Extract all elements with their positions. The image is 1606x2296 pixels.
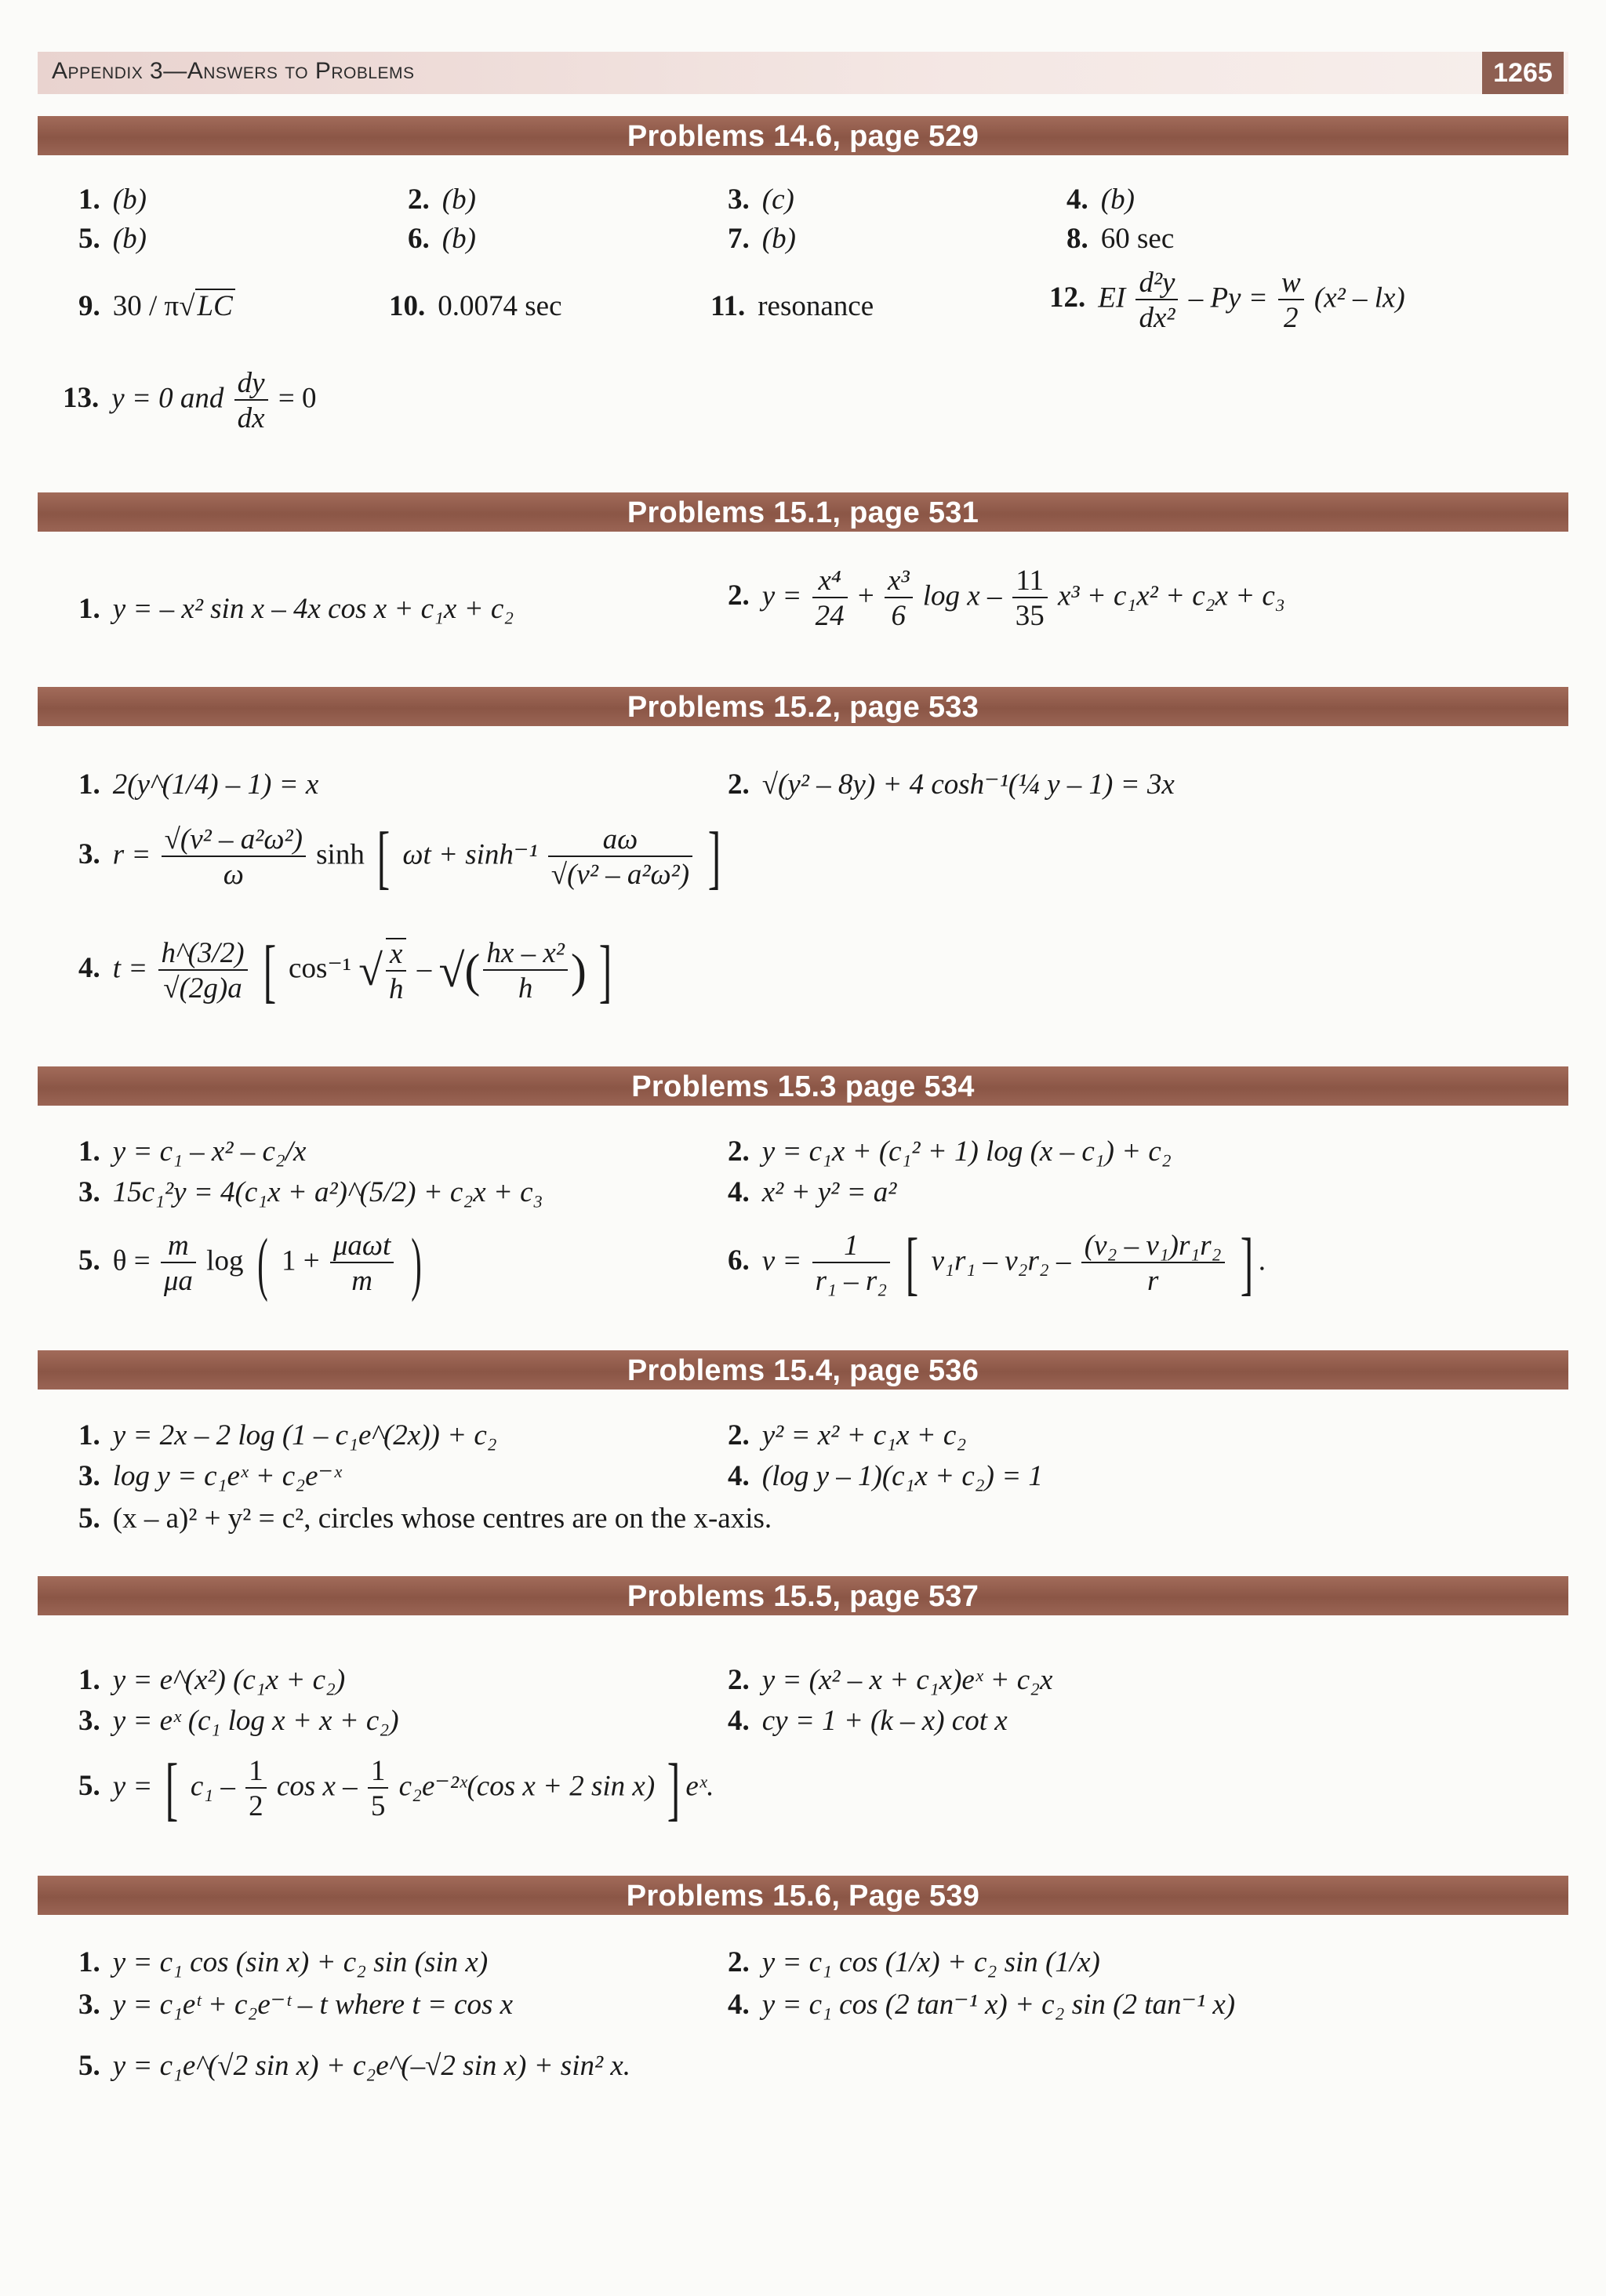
fraction — [812, 566, 848, 630]
denominator: dx — [237, 402, 265, 434]
answer-number: 13. — [63, 382, 100, 415]
answer-number: 3. — [78, 1460, 100, 1492]
answer-15-4-5 — [78, 1504, 772, 1533]
answer-15-4-1 — [78, 1421, 497, 1450]
answer-15-5-2 — [728, 1666, 1052, 1695]
answer-15-1-1 — [78, 594, 514, 623]
answer-number: 3. — [78, 1989, 100, 2021]
answer-text: y = 2x – 2 log (1 – c₁e^(2x)) + c₂ — [112, 1419, 497, 1451]
answer-text: . — [1258, 1244, 1266, 1277]
answer-14-6-1 — [78, 185, 147, 214]
answer-number: 11. — [710, 290, 746, 322]
denominator: h — [388, 973, 404, 1005]
fraction — [368, 1757, 389, 1821]
fraction — [1081, 1231, 1225, 1295]
answer-text: y = c₁ cos (sin x) + c₂ sin (sin x) — [112, 1946, 489, 1978]
left-bracket: [ — [263, 932, 277, 1010]
answer-text: 30 / π — [112, 290, 180, 322]
answer-text: θ = — [112, 1244, 151, 1277]
answer-number: 1. — [78, 1664, 100, 1696]
numerator: μaωt — [330, 1231, 394, 1263]
answer-number: 4. — [78, 952, 100, 985]
right-bracket: ] — [598, 932, 612, 1010]
right-bracket: ] — [1240, 1224, 1254, 1302]
answer-text: y = — [112, 1770, 153, 1803]
answer-text: (b) — [112, 183, 147, 216]
answer-number: 10. — [389, 290, 426, 322]
answer-number: 5. — [78, 1502, 100, 1535]
section-title: Problems 15.6, Page 539 — [626, 1880, 980, 1913]
left-paren: ( — [256, 1224, 268, 1302]
answer-number: 4. — [728, 1176, 750, 1208]
answer-number: 4. — [728, 1989, 750, 2021]
answer-text: sinh — [316, 838, 365, 871]
fraction — [386, 938, 407, 1004]
answer-text: y = e^(x²) (c₁x + c₂) — [112, 1664, 346, 1696]
answer-number: 3. — [78, 1705, 100, 1737]
answer-number: 5. — [78, 223, 100, 255]
numerator: m — [161, 1231, 196, 1263]
answer-number: 2. — [728, 1946, 750, 1978]
section-band-14-6 — [38, 116, 1568, 155]
right-bracket: ] — [667, 1749, 681, 1828]
answer-number: 2. — [408, 183, 430, 216]
section-title: Problems 15.1, page 531 — [627, 496, 979, 529]
answer-number: 2. — [728, 1135, 750, 1168]
fraction — [330, 1231, 394, 1295]
numerator: w — [1278, 268, 1304, 300]
answer-15-2-3 — [78, 818, 726, 896]
page-number: 1265 — [1482, 52, 1564, 94]
answer-14-6-12 — [1049, 268, 1405, 332]
answer-15-5-4 — [728, 1706, 1008, 1735]
answer-14-6-7 — [728, 224, 796, 253]
fraction — [1012, 566, 1048, 630]
answer-15-4-4 — [728, 1462, 1043, 1491]
answer-text: (x² – lx) — [1314, 282, 1405, 314]
answer-15-6-1 — [78, 1948, 488, 1977]
section-title: Problems 15.4, page 536 — [627, 1354, 979, 1387]
answer-14-6-4 — [1066, 185, 1135, 214]
answer-text: y = c₁x + (c₁² + 1) log (x – c₁) + c₂ — [761, 1135, 1172, 1168]
section-band-15-4 — [38, 1350, 1568, 1390]
answer-number: 8. — [1066, 223, 1088, 255]
answer-text: y = c₁ – x² – c₂/x — [112, 1135, 307, 1168]
numerator: x³ — [885, 566, 913, 598]
answer-text: y = (x² – x + c₁x)eˣ + c₂x — [761, 1664, 1053, 1696]
answer-text: 1 + — [281, 1244, 320, 1277]
answer-text: x³ + c₁x² + c₂x + c₃ — [1057, 579, 1285, 612]
answer-text: cos⁻¹ — [289, 952, 351, 985]
answer-text: y = c₁ cos (2 tan⁻¹ x) + c₂ sin (2 tan⁻¹ x) — [761, 1989, 1236, 2021]
answer-number: 6. — [728, 1244, 750, 1277]
answer-number: 3. — [78, 838, 100, 871]
section-title: Problems 15.3 page 534 — [631, 1070, 975, 1103]
answer-text: y = — [761, 579, 802, 612]
answer-text: r = — [112, 838, 151, 871]
answer-number: 3. — [728, 183, 750, 216]
denominator: r — [1146, 1265, 1159, 1297]
answer-15-2-4: 4. t = $\frac{h\^{}(3/2)}{√(2g)a}$ [ cos⁻¹ √ $\frac{x}{h}$ – √( $\frac{\text{hx – x²}}{h}$ ) ] — [78, 932, 612, 1010]
answer-text: (c) — [761, 183, 794, 216]
answer-text: (log y – 1)(c₁x + c₂) = 1 — [761, 1460, 1043, 1492]
answer-15-3-3 — [78, 1178, 543, 1207]
answer-15-2-2 — [728, 770, 1175, 799]
answer-number: 1. — [78, 1946, 100, 1978]
answer-number: 4. — [1066, 183, 1088, 216]
running-title: Appendix 3—Answers to Problems — [52, 58, 415, 84]
answer-text: log — [206, 1244, 244, 1277]
answer-number: 1. — [78, 183, 100, 216]
answer-14-6-13 — [63, 369, 316, 433]
fraction — [1278, 268, 1304, 332]
answer-14-6-6 — [408, 224, 476, 253]
section-band-15-5 — [38, 1576, 1568, 1615]
denominator: ω — [223, 859, 244, 891]
answer-number: 5. — [78, 2050, 100, 2082]
answer-number: 1. — [78, 593, 100, 625]
answer-number: 5. — [78, 1770, 100, 1803]
answer-text: c₂e⁻²ˣ(cos x + 2 sin x) — [398, 1770, 656, 1803]
numerator: d²y — [1135, 268, 1178, 300]
answer-15-3-4 — [728, 1178, 896, 1207]
answer-number: 2. — [728, 579, 750, 612]
denominator: 5 — [370, 1790, 386, 1822]
section-title: Problems 15.5, page 537 — [627, 1580, 979, 1613]
answer-14-6-11 — [710, 292, 874, 321]
answer-14-6-9: 9. 30 / π√LC — [78, 292, 235, 321]
answer-number: 2. — [728, 1419, 750, 1451]
numerator: 1 — [812, 1231, 891, 1263]
numerator: h^(3/2) — [158, 939, 248, 971]
section-band-15-6 — [38, 1876, 1568, 1915]
answer-number: 1. — [78, 768, 100, 801]
answer-text: (b) — [441, 223, 476, 255]
answer-text: log y = c₁eˣ + c₂e⁻ˣ — [112, 1460, 342, 1492]
answer-text: cy = 1 + (k – x) cot x — [761, 1705, 1008, 1737]
denominator: 2 — [249, 1790, 263, 1822]
answer-14-6-5 — [78, 224, 147, 253]
numerator: x⁴ — [812, 566, 848, 598]
section-title: Problems 15.2, page 533 — [627, 691, 979, 724]
answer-15-2-1 — [78, 770, 318, 799]
numerator: (v₂ – v₁)r₁r₂ — [1081, 1231, 1225, 1263]
answer-text: eˣ. — [685, 1770, 714, 1803]
numerator: 1 — [245, 1757, 267, 1789]
answer-number: 9. — [78, 290, 100, 322]
answer-text: x² + y² = a² — [761, 1176, 897, 1208]
answer-number: 3. — [78, 1176, 100, 1208]
denominator: 2 — [1284, 302, 1299, 334]
denominator: dx² — [1139, 302, 1175, 334]
fraction — [158, 939, 248, 1003]
denominator: 6 — [891, 600, 907, 632]
answer-15-3-2 — [728, 1137, 1172, 1166]
numerator: 11 — [1012, 566, 1048, 598]
running-header — [38, 52, 1568, 94]
answer-text: – Py = — [1188, 282, 1275, 314]
answer-number: 1. — [78, 1135, 100, 1168]
answer-text: + — [857, 579, 874, 612]
section-band-15-3 — [38, 1066, 1568, 1106]
numerator: dy — [234, 369, 268, 401]
answer-number: 12. — [1049, 282, 1086, 314]
answer-text: y² = x² + c₁x + c₂ — [761, 1419, 967, 1451]
answer-15-6-5 — [78, 2051, 630, 2080]
section-band-15-2 — [38, 687, 1568, 726]
answer-text: = 0 — [278, 382, 317, 415]
answer-text: y = eˣ (c₁ log x + x + c₂) — [112, 1705, 399, 1737]
denominator: 24 — [815, 600, 845, 632]
fraction — [483, 939, 567, 1003]
answer-14-6-8 — [1066, 224, 1174, 253]
answer-text: v = — [761, 1244, 802, 1277]
answer-14-6-10 — [389, 292, 562, 321]
fraction — [162, 825, 306, 889]
denominator: h — [518, 972, 533, 1004]
answer-number: 4. — [728, 1460, 750, 1492]
denominator: m — [351, 1265, 372, 1297]
answer-text: cos x – — [276, 1770, 358, 1803]
right-paren: ) — [410, 1224, 422, 1302]
numerator: aω — [548, 825, 692, 857]
answer-text: – — [416, 952, 432, 985]
answer-15-6-2 — [728, 1948, 1100, 1977]
answer-15-4-2 — [728, 1421, 966, 1450]
answer-15-3-1 — [78, 1137, 306, 1166]
radicand: LC — [195, 289, 235, 322]
section-title: Problems 14.6, page 529 — [627, 120, 979, 153]
answer-text: resonance — [758, 290, 874, 322]
answer-number: 7. — [728, 223, 750, 255]
right-bracket: ] — [708, 818, 721, 896]
fraction — [245, 1757, 267, 1821]
answer-text: y = c₁eᵗ + c₂e⁻ᵗ – t where t = cos x — [112, 1989, 514, 2021]
answer-15-5-3 — [78, 1706, 399, 1735]
answer-14-6-3 — [728, 185, 794, 214]
answer-15-3-6 — [728, 1224, 1266, 1302]
left-bracket: [ — [165, 1749, 178, 1828]
answer-text: (x – a)² + y² = c², circles whose centres are on the x-axis. — [112, 1502, 772, 1535]
answer-text: (b) — [1100, 183, 1135, 216]
answer-15-5-5 — [78, 1749, 714, 1828]
left-bracket: [ — [376, 818, 391, 896]
answer-text: t = — [112, 952, 148, 985]
answer-number: 1. — [78, 1419, 100, 1451]
answer-text: 0.0074 sec — [438, 290, 562, 322]
fraction — [885, 566, 913, 630]
answer-number: 2. — [728, 768, 750, 801]
answer-text: y = – x² sin x – 4x cos x + c₁x + c₂ — [112, 593, 514, 625]
fraction — [812, 1231, 891, 1295]
answer-text: y = 0 and — [111, 382, 224, 415]
answer-number: 6. — [408, 223, 430, 255]
answer-text: (b) — [761, 223, 796, 255]
answer-text: ωt + sinh⁻¹ — [402, 838, 538, 871]
answer-text: (b) — [441, 183, 476, 216]
answer-15-5-1 — [78, 1666, 345, 1695]
numerator: x — [386, 939, 407, 972]
answer-text: 60 sec — [1100, 223, 1175, 255]
numerator: 1 — [368, 1757, 389, 1789]
fraction — [1135, 268, 1178, 332]
answer-text: (b) — [112, 223, 147, 255]
answer-15-4-3 — [78, 1462, 341, 1491]
denominator: 35 — [1015, 600, 1045, 632]
answer-text: y = c₁ cos (1/x) + c₂ sin (1/x) — [761, 1946, 1100, 1978]
answer-number: 4. — [728, 1705, 750, 1737]
answer-15-3-5 — [78, 1224, 428, 1302]
answer-text: 15c₁²y = 4(c₁x + a²)^(5/2) + c₂x + c₃ — [112, 1176, 543, 1208]
answer-15-6-3 — [78, 1990, 513, 2019]
answer-text: c₁ – — [190, 1770, 235, 1803]
answer-15-6-4 — [728, 1990, 1235, 2019]
denominator: √(v² – a²ω²) — [550, 859, 690, 891]
answer-text: √(y² – 8y) + 4 cosh⁻¹(¼ y – 1) = 3x — [761, 768, 1175, 801]
fraction — [234, 369, 268, 433]
answer-text: y = c₁e^(√2 sin x) + c₂e^(–√2 sin x) + sin² x. — [112, 2050, 631, 2082]
numerator: hx – x² — [483, 939, 567, 971]
denominator: r₁ – r₂ — [815, 1265, 888, 1297]
answer-text: log x – — [922, 579, 1002, 612]
answer-number: 5. — [78, 1244, 100, 1277]
answer-14-6-2 — [408, 185, 476, 214]
answer-text: 2(y^(1/4) – 1) = x — [112, 768, 319, 801]
fraction — [548, 825, 692, 889]
fraction — [161, 1231, 196, 1295]
denominator: √(2g)a — [163, 972, 242, 1004]
answer-text: EI — [1098, 282, 1126, 314]
answer-number: 2. — [728, 1664, 750, 1696]
numerator: √(v² – a²ω²) — [162, 825, 306, 857]
answer-15-1-2 — [728, 566, 1285, 630]
answer-text: v₁r₁ – v₂r₂ – — [931, 1244, 1071, 1277]
denominator: μa — [163, 1265, 193, 1297]
left-bracket: [ — [906, 1224, 919, 1302]
section-band-15-1 — [38, 492, 1568, 532]
